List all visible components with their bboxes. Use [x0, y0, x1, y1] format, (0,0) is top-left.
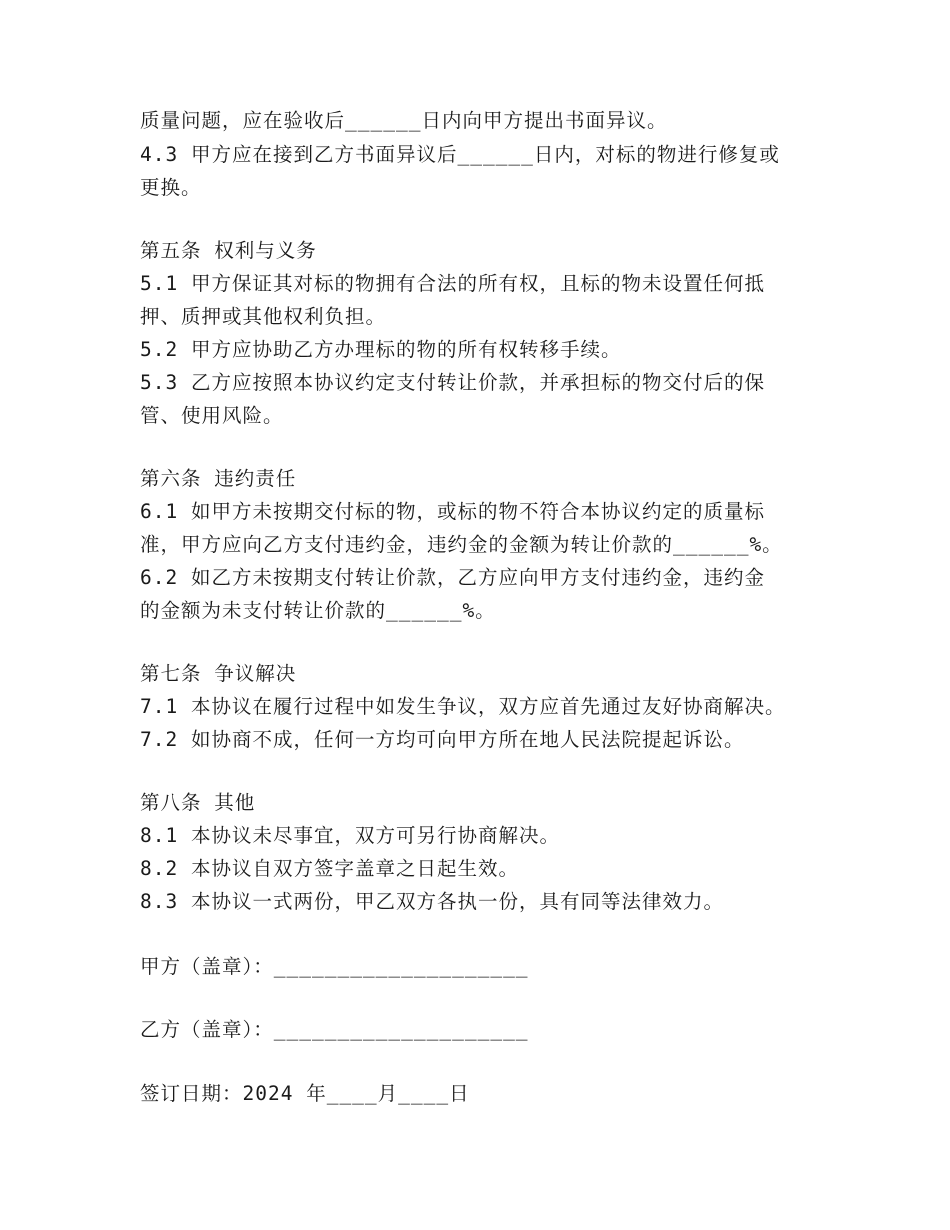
text-line: 准，甲方应向乙方支付违约金，违约金的金额为转让价款的______%。 — [140, 533, 783, 556]
section-heading-5: 第五条 权利与义务 — [140, 239, 317, 262]
text-line: 更换。 — [140, 176, 202, 199]
clause-7-2: 7.2 如协商不成，任何一方均可向甲方所在地人民法院提起诉讼。 — [140, 728, 745, 751]
clause-6-2: 6.2 如乙方未按期支付转让价款，乙方应向甲方支付违约金，违约金 — [140, 566, 765, 589]
text-line: 质量问题，应在验收后______日内向甲方提出书面异议。 — [140, 109, 668, 132]
clause-8-3: 8.3 本协议一式两份，甲乙双方各执一份，具有同等法律效力。 — [140, 890, 724, 913]
signing-date: 签订日期：2024 年____月____日 — [140, 1082, 470, 1105]
clause-8-2: 8.2 本协议自双方签字盖章之日起生效。 — [140, 857, 519, 880]
clause-4-3: 4.3 甲方应在接到乙方书面异议后______日内，对标的物进行修复或 — [140, 143, 780, 166]
text-line: 押、质押或其他权利负担。 — [140, 305, 387, 328]
party-a-signature: 甲方（盖章）：____________________ — [140, 955, 529, 978]
document-page — [140, 0, 840, 1230]
section-heading-8: 第八条 其他 — [140, 791, 256, 814]
clause-8-1: 8.1 本协议未尽事宜，双方可另行协商解决。 — [140, 824, 560, 847]
clause-5-1: 5.1 甲方保证其对标的物拥有合法的所有权，且标的物未设置任何抵 — [140, 272, 765, 295]
text-line: 的金额为未支付转让价款的______%。 — [140, 599, 496, 622]
text-line: 管、使用风险。 — [140, 404, 284, 427]
section-heading-6: 第六条 违约责任 — [140, 467, 297, 490]
party-b-signature: 乙方（盖章）：____________________ — [140, 1018, 529, 1041]
clause-5-2: 5.2 甲方应协助乙方办理标的物的所有权转移手续。 — [140, 338, 622, 361]
section-heading-7: 第七条 争议解决 — [140, 662, 297, 685]
clause-5-3: 5.3 乙方应按照本协议约定支付转让价款，并承担标的物交付后的保 — [140, 371, 765, 394]
clause-7-1: 7.1 本协议在履行过程中如发生争议，双方应首先通过友好协商解决。 — [140, 695, 786, 718]
clause-6-1: 6.1 如甲方未按期交付标的物，或标的物不符合本协议约定的质量标 — [140, 500, 765, 523]
